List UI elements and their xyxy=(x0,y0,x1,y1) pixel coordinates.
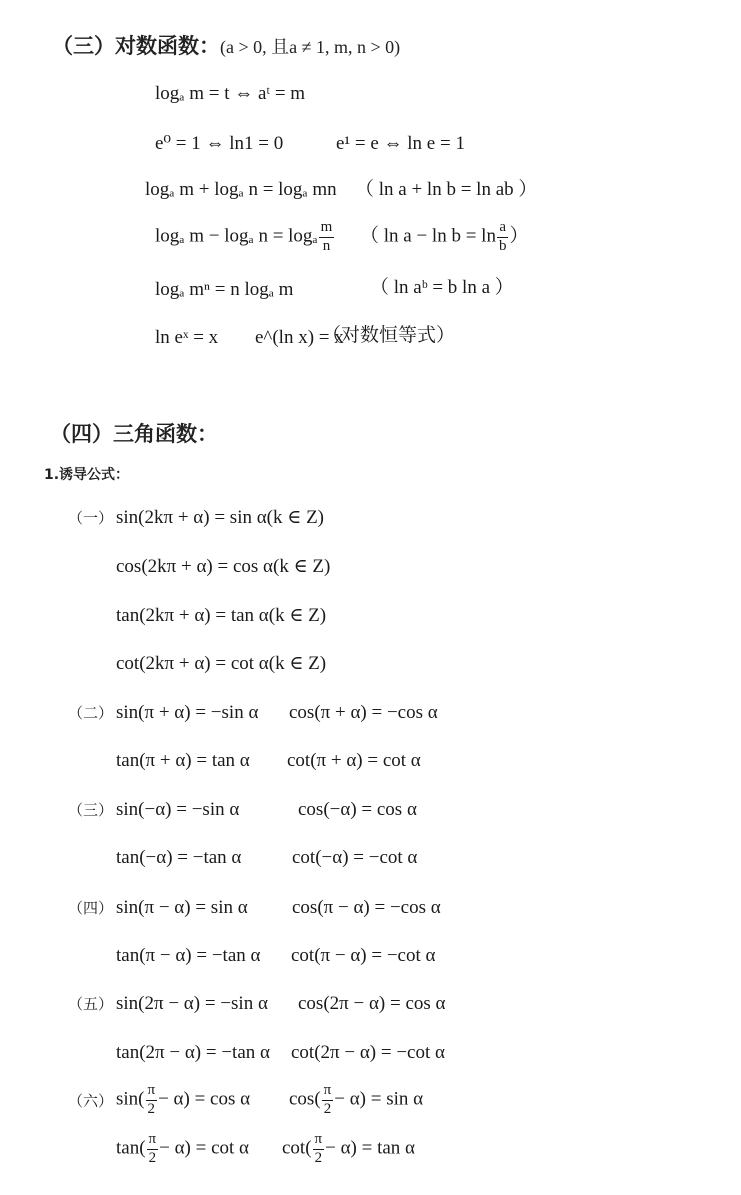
log-formula-difference xyxy=(155,220,335,255)
trig-g5-cot: cot(2π − α) = −cot α xyxy=(291,1042,445,1063)
trig-g3-cos: cos(−α) = cos α xyxy=(298,799,417,820)
g6-sin-fraction xyxy=(146,1083,158,1118)
trig-g2-cos: cos(π + α) = −cos α xyxy=(289,702,438,723)
trig-g3-tan: tan(−α) = −tan α xyxy=(116,847,242,868)
ln-formula-power: （ ln aᵇ = b ln a ） xyxy=(370,277,514,298)
log-condition: (a > 0, 且a ≠ 1, m, n > 0) xyxy=(220,37,401,57)
g6-sin-frac-den: 2 xyxy=(147,1100,156,1117)
ln-diff-fraction xyxy=(497,220,509,255)
trig-g5-tan: tan(2π − α) = −tan α xyxy=(116,1042,270,1063)
log-diff-denominator: n xyxy=(322,237,331,254)
trig-g1-sin: sin(2kπ + α) = sin α(k ∈ Z) xyxy=(116,507,325,528)
g6-cot-fraction xyxy=(313,1132,325,1167)
group-label-6: （六） xyxy=(68,1092,114,1110)
ln-formula-difference xyxy=(360,220,528,255)
ln-diff-right: ） xyxy=(509,225,529,247)
log-diff-left: logₐ m − logₐ n = logₐ xyxy=(155,225,318,247)
g6-tan-pre: tan( xyxy=(116,1137,146,1159)
g6-sin-pre: sin( xyxy=(116,1088,145,1110)
g6-cot-frac-den: 2 xyxy=(314,1149,323,1166)
ln-formula-sum: （ ln a + ln b = ln ab ） xyxy=(355,179,538,200)
g6-tan-fraction xyxy=(147,1132,159,1167)
trig-g3-sin: sin(−α) = −sin α xyxy=(116,799,240,820)
log-formula-power: logₐ mⁿ = n logₐ m xyxy=(155,279,294,300)
g6-tan-frac-den: 2 xyxy=(148,1149,157,1166)
ln-diff-left: （ ln a − ln b = ln xyxy=(360,225,496,247)
ln-diff-denominator: b xyxy=(498,237,507,254)
log-formula-sum: logₐ m + logₐ n = logₐ mn xyxy=(145,179,337,200)
log-identity-note: （对数恒等式） xyxy=(322,324,456,346)
g6-cos-post: − α) = sin α xyxy=(334,1088,424,1110)
trig-section-heading: （四）三角函数： xyxy=(50,422,218,446)
g6-cot-post: − α) = tan α xyxy=(325,1137,416,1159)
log-formula-definition: logₐ m = t ⇔ aᵗ = m xyxy=(155,83,306,104)
ln-exp-identity: ln eˣ = x xyxy=(155,327,219,348)
trig-subheading: 1.诱导公式： xyxy=(44,467,130,483)
trig-g4-cot: cot(π − α) = −cot α xyxy=(291,945,436,966)
group-label-1: （一） xyxy=(68,509,114,527)
trig-g1-cot: cot(2kπ + α) = cot α(k ∈ Z) xyxy=(116,653,327,674)
trig-g6-sin xyxy=(116,1083,250,1118)
trig-g6-cot xyxy=(282,1132,415,1167)
g6-sin-frac-num: π xyxy=(146,1083,158,1101)
trig-g5-sin: sin(2π − α) = −sin α xyxy=(116,993,268,1014)
trig-g2-sin: sin(π + α) = −sin α xyxy=(116,702,259,723)
log-diff-fraction xyxy=(319,220,335,255)
log-formula-e1: e¹ = e ⇔ ln e = 1 xyxy=(336,133,465,154)
g6-cos-frac-num: π xyxy=(322,1083,334,1101)
trig-g2-cot: cot(π + α) = cot α xyxy=(287,750,421,771)
log-section-heading xyxy=(52,36,400,57)
group-label-4: （四） xyxy=(68,899,114,917)
ln-diff-numerator: a xyxy=(497,220,509,238)
group-label-5: （五） xyxy=(68,995,114,1013)
g6-cot-frac-num: π xyxy=(313,1132,325,1150)
g6-cos-pre: cos( xyxy=(289,1088,321,1110)
trig-g2-tan: tan(π + α) = tan α xyxy=(116,750,250,771)
g6-tan-post: − α) = cot α xyxy=(159,1137,250,1159)
log-heading-text: （三）对数函数： xyxy=(52,34,220,58)
log-formula-e0: e⁰ = 1 ⇔ ln1 = 0 xyxy=(155,133,284,154)
g6-sin-post: − α) = cos α xyxy=(158,1088,251,1110)
trig-g5-cos: cos(2π − α) = cos α xyxy=(298,993,446,1014)
trig-g4-sin: sin(π − α) = sin α xyxy=(116,897,248,918)
trig-g4-cos: cos(π − α) = −cos α xyxy=(292,897,441,918)
group-label-3: （三） xyxy=(68,801,114,819)
g6-cos-frac-den: 2 xyxy=(323,1100,332,1117)
log-diff-numerator: m xyxy=(319,220,335,238)
trig-g4-tan: tan(π − α) = −tan α xyxy=(116,945,261,966)
trig-g6-cos xyxy=(289,1083,423,1118)
trig-g1-cos: cos(2kπ + α) = cos α(k ∈ Z) xyxy=(116,556,331,577)
trig-g1-tan: tan(2kπ + α) = tan α(k ∈ Z) xyxy=(116,605,327,626)
g6-cot-pre: cot( xyxy=(282,1137,312,1159)
trig-g3-cot: cot(−α) = −cot α xyxy=(292,847,418,868)
g6-tan-frac-num: π xyxy=(147,1132,159,1150)
group-label-2: （二） xyxy=(68,704,114,722)
trig-g6-tan xyxy=(116,1132,249,1167)
exp-ln-identity: e^(ln x) = x xyxy=(255,327,344,348)
g6-cos-fraction xyxy=(322,1083,334,1118)
